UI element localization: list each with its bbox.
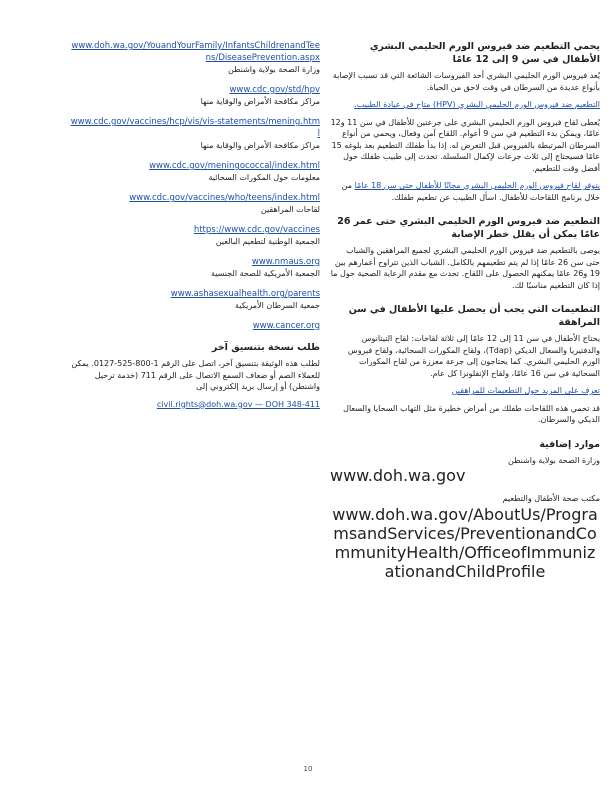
hpv-vaccine-link[interactable]: التطعيم ضد فيروس الورم الحليمي البشري (HPV) متاح في عيادة الطبيب. — [354, 100, 600, 109]
resource-item — [70, 224, 320, 247]
resource-org: وزارة الصحة بولاية واشنطن — [228, 65, 320, 74]
doh-link[interactable]: www.doh.wa.gov — [330, 466, 466, 485]
resource-org: معلومات حول المكورات السحائية — [208, 173, 320, 182]
resource-link[interactable]: www.cancer.org — [252, 321, 320, 331]
teen-vaccines-link[interactable]: تعرف على المزيد حول التطعيمات للمراهقين — [451, 386, 600, 395]
resource-item — [70, 320, 320, 332]
resource-item — [70, 192, 320, 215]
paragraph: يوصى بالتطعيم ضد فيروس الورم الحليمي البشري لجميع المراهقين والشباب حتى سن 26 عامًا إذا لم يتم تطعيمهم بالكامل. الشباب الذين تتراوح أعمارهم بين 19 و26 عامًا يمكنهم الحصول على اللقاح. تحدث مع مقدم الرعاية الصحية حول ما إذا كان التطعيم مناسبًا لك. — [330, 246, 600, 290]
section-title: التطعيم ضد فيروس الورم الحليمي البشري حتى عمر 26 عامًا يمكن أن يقلل خطر الإصابة — [337, 216, 600, 240]
paragraph: قد تحمي هذه اللقاحات طفلك من أمراض خطيرة مثل التهاب السحايا والسعال الديكي والسرطان. — [343, 403, 600, 424]
resource-link[interactable]: www.cdc.gov/vaccines/who/teens/index.html — [129, 193, 320, 203]
section-accessibility — [70, 341, 320, 410]
resource-item — [70, 116, 320, 151]
paragraph: يُعد فيروس الورم الحليمي البشري أحد الفيروسات الشائعة التي قد تسبب الإصابة بأنواع عديدة من السرطان في وقت لاحق من الحياة. — [332, 71, 600, 92]
resource-org: مراكز مكافحة الأمراض والوقاية منها — [200, 97, 320, 106]
resource-link[interactable]: www.cdc.gov/meningococcal/index.html — [149, 161, 320, 171]
resource-link[interactable]: https://www.cdc.gov/vaccines — [193, 225, 320, 235]
contact-email-link[interactable]: civil.rights@doh.wa.gov — DOH 348-411 — [156, 399, 320, 409]
resource-link[interactable]: www.cdc.gov/vaccines/hcp/vis/vis-statements/mening.html — [70, 117, 320, 139]
free-vaccine-link[interactable]: يتوفر لقاح فيروس الورم الحليمي البشري مجانًا للأطفال حتى سن 18 عامًا — [354, 181, 600, 190]
resource-list — [70, 40, 320, 332]
section-contact — [330, 438, 600, 581]
section-title: طلب نسخة بتنسيق آخر — [211, 342, 320, 353]
resource-org: الجمعية الأمريكية للصحة الجنسية — [210, 269, 320, 278]
resource-item — [70, 40, 320, 75]
paragraph: يُعطى لقاح فيروس الورم الحليمي البشري على جرعتين للأطفال في سن 11 و12 عامًا، ويمكن بدء التطعيم في سن 9 أعوام. اللقاح آمن وفعال، ويحمي من أنواع السرطان المرتبطة بالفيروس قبل التعرض له. إذا بدأ طفلك التطعيم بعد بلوغه 15 عامًا فسيحتاج إلى ثلاث جرعات لإكمال السلسلة. تحدث إلى طبيب طفلك حول أفضل وقت للتطعيم. — [330, 117, 600, 173]
section-hpv-adults — [330, 215, 600, 291]
resource-item — [70, 84, 320, 107]
resource-item — [70, 256, 320, 279]
resource-org: جمعية السرطان الأمريكية — [235, 301, 320, 310]
section-hpv-children — [330, 40, 600, 203]
section-title: التطعيمات التي يجب أن يحصل عليها الأطفال في سن المراهقة — [348, 304, 600, 328]
org-name: وزارة الصحة بولاية واشنطن — [508, 455, 600, 465]
left-column — [70, 40, 320, 422]
right-column — [330, 40, 600, 593]
resource-link[interactable]: www.ashasexualhealth.org/parents — [170, 289, 320, 299]
section-title: يحمي التطعيم ضد فيروس الورم الحليمي البشري الأطفال في سن 9 إلى 12 عامًا — [369, 41, 600, 65]
paragraph: من خلال برنامج اللقاحات للأطفال. اسأل الطبيب عن تطعيم طفلك. — [341, 181, 600, 202]
resource-org: الجمعية الوطنية لتطعيم البالغين — [215, 237, 320, 246]
resource-org: مراكز مكافحة الأمراض والوقاية منها — [200, 141, 320, 150]
section-teen-vaccines — [330, 303, 600, 426]
resource-org: لقاحات المراهقين — [260, 205, 320, 214]
resource-link[interactable]: www.doh.wa.gov/YouandYourFamily/InfantsChildrenandTeens/DiseasePrevention.aspx — [71, 41, 320, 63]
org-name: مكتب صحة الأطفال والتطعيم — [502, 494, 600, 503]
immunization-office-link[interactable]: www.doh.wa.gov/AboutUs/ProgramsandServices/PreventionandCommunityHealth/OfficeofImmunizationandChildProfile — [332, 504, 598, 581]
resource-link[interactable]: www.nmaus.org — [251, 257, 320, 267]
resource-item — [70, 160, 320, 183]
paragraph: يحتاج الأطفال في سن 11 إلى 12 عامًا إلى ثلاثة لقاحات: لقاح التيتانوس والدفتيريا والسعال الديكي (Tdap)، ولقاح المكورات السحائية، ولقاح فيروس الورم الحليمي البشري. كما يحتاجون إلى جرعة معززة من لقاح المكورات السحائية في سن 16 عامًا، ولقاح الإنفلونزا كل عام. — [347, 334, 600, 378]
section-title: موارد إضافية — [539, 438, 600, 450]
resource-link[interactable]: www.cdc.gov/std/hpv — [229, 85, 320, 95]
resource-item — [70, 288, 320, 311]
page-number: 10 — [303, 765, 313, 773]
paragraph: لطلب هذه الوثيقة بتنسيق آخر، اتصل على الرقم 1-800-525-0127. يمكن للعملاء الصم أو ضعاف السمع الاتصال على الرقم 711 (خدمة ترحيل واشنطن) أو إرسال بريد إلكتروني إلى — [71, 359, 320, 391]
